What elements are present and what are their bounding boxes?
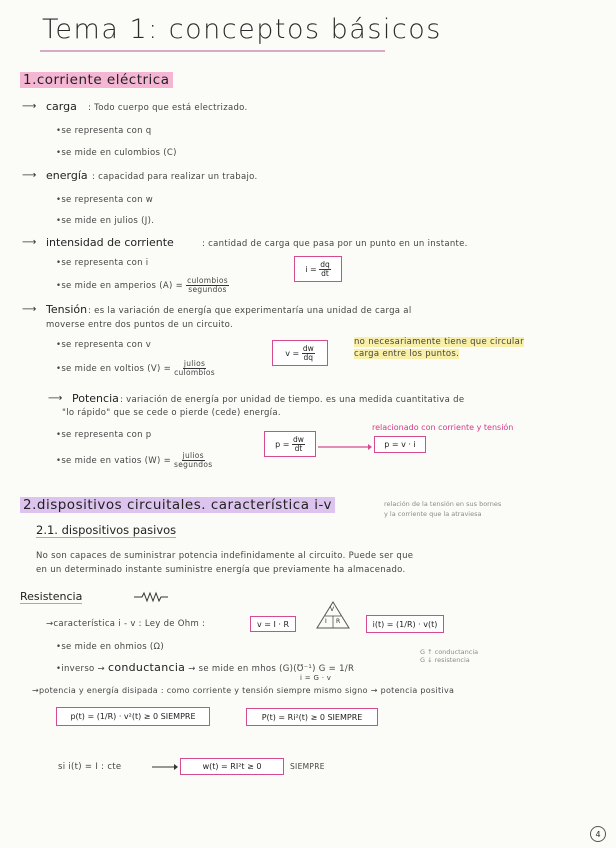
definition-tension-2: moverse entre dos puntos de un circuito. <box>46 320 233 330</box>
relation-note: relacionado con corriente y tensión <box>372 423 514 432</box>
definition-energia: : capacidad para realizar un trabajo. <box>92 172 258 182</box>
energia-bullet-1: •se representa con w <box>56 195 154 205</box>
tension-note-2: carga entre los puntos. <box>354 349 460 359</box>
section-heading-corriente: 1.corriente eléctrica <box>20 72 173 88</box>
term-potencia: Potencia <box>72 392 119 405</box>
formula-box-ohm: v = I · R <box>250 616 296 632</box>
pasivos-intro-1: No son capaces de suministrar potencia indefinidamente al circuito. Puede ser que <box>36 551 414 561</box>
term-energia: energía <box>46 169 88 182</box>
section2-side-note-2: y la corriente que la atraviesa <box>384 510 482 518</box>
potencia-disipada-label: →potencia y energía disipada : como corriente y tensión siempre mismo signo → potencia positiva <box>32 686 455 695</box>
inverso-row: •inverso → conductancia → se mide en mhos (G)(Ʊ⁻¹) G = 1/R <box>56 661 355 674</box>
arrow-icon: ⟶ <box>22 304 37 315</box>
resistencia-mide: •se mide en ohmios (Ω) <box>56 642 164 652</box>
page-number: 4 <box>590 826 606 842</box>
tension-bullet-2: •se mide en voltios (V) = $\frac{\text{julios}}{\text{culombios}}$ <box>56 359 215 377</box>
term-intensidad: intensidad de corriente <box>46 236 174 249</box>
tension-bullet-1: •se representa con v <box>56 340 152 350</box>
definition-carga: : Todo cuerpo que está electrizado. <box>88 103 248 113</box>
formula-box-current: i(t) = (1/R) · v(t) <box>366 615 444 633</box>
formula-box-relation: p = v · i <box>374 436 426 453</box>
term-resistencia: Resistencia <box>20 590 83 603</box>
energia-siempre: SIEMPRE <box>290 762 325 771</box>
term-tension: Tensión <box>46 303 88 316</box>
formula-box-potencia-v: p(t) = (1/R) · v²(t) ≥ 0 SIEMPRE <box>56 707 210 726</box>
arrow-icon: ⟶ <box>22 101 37 112</box>
formula-box-energia: w(t) = RI²t ≥ 0 <box>180 758 284 775</box>
relation-arrow-icon <box>318 444 372 450</box>
pasivos-intro-2: en un determinado instante suministre energía que previamente ha almacenado. <box>36 565 406 575</box>
definition-potencia-1: : variación de energía por unidad de tiempo. es una medida cuantitativa de <box>120 395 465 405</box>
intensidad-bullet-2 <box>56 277 229 294</box>
page-title: Tema 1: conceptos básicos <box>42 14 442 45</box>
definition-tension-1: : es la variación de energía que experimentaría una unidad de carga al <box>88 306 412 316</box>
resistor-icon <box>134 592 168 602</box>
arrow-icon: ⟶ <box>22 237 37 248</box>
arrow-icon: ⟶ <box>48 393 63 404</box>
section-heading-dispositivos: 2.dispositivos circuitales. característica i-v <box>20 497 335 513</box>
tension-note-1: no necesariamente tiene que circular <box>354 337 524 347</box>
intensidad-bullet-1: •se representa con i <box>56 258 149 268</box>
carga-bullet-1: •se representa con q <box>56 126 152 136</box>
formula-box-tension: v = $\frac{dw}{dq}$ <box>272 340 328 366</box>
triangle-label-i: I <box>325 618 327 625</box>
caracteristica-label: →característica i - v : Ley de Ohm : <box>46 619 206 629</box>
formula-box-potencia-i: P(t) = Ri²(t) ≥ 0 SIEMPRE <box>246 708 378 726</box>
potencia-bullet-2: •se mide en vatios (W) = $\frac{\text{julios}}{\text{segundos}}$ <box>56 451 213 469</box>
definition-intensidad: : cantidad de carga que pasa por un punto en un instante. <box>202 239 468 249</box>
formula-box-intensidad: i = $\frac{dq}{dt}$ <box>294 256 342 282</box>
formula-box-potencia: p = $\frac{dw}{dt}$ <box>264 431 316 457</box>
intensidad-unit-fraction: $\frac{\text{culombios}}{\text{segundos}}$ <box>187 276 228 294</box>
intensidad-unit-label: •se mide en amperios (A) = <box>56 281 184 291</box>
potencia-unit-fraction: $\frac{\text{julios}}{\text{segundos}}$ <box>174 451 213 469</box>
carga-bullet-2: •se mide en culombios (C) <box>56 148 177 158</box>
sub-heading-pasivos: 2.1. dispositivos pasivos <box>36 523 177 537</box>
arrow-icon: ⟶ <box>22 170 37 181</box>
conductancia-law: i = G · v <box>300 674 332 682</box>
definition-potencia-2: "lo rápido" que se cede o pierde (cede) energía. <box>62 408 281 418</box>
potencia-bullet-1: •se representa con p <box>56 430 152 440</box>
tension-unit-fraction: $\frac{\text{julios}}{\text{culombios}}$ <box>174 359 215 377</box>
triangle-label-r: R <box>336 618 341 625</box>
arrow-icon <box>152 764 178 770</box>
si-label: si i(t) = I : cte <box>58 762 122 772</box>
term-carga: carga <box>46 100 77 113</box>
section2-side-note-1: relación de la tensión en sus bornes <box>384 500 502 508</box>
energia-bullet-2: •se mide en julios (J). <box>56 216 155 226</box>
triangle-label-v: V <box>330 606 335 613</box>
conductancia-small-notes: G ↑ conductancia G ↓ resistencia <box>420 648 479 664</box>
title-underline <box>40 50 385 52</box>
conductancia-term: conductancia <box>108 661 186 674</box>
